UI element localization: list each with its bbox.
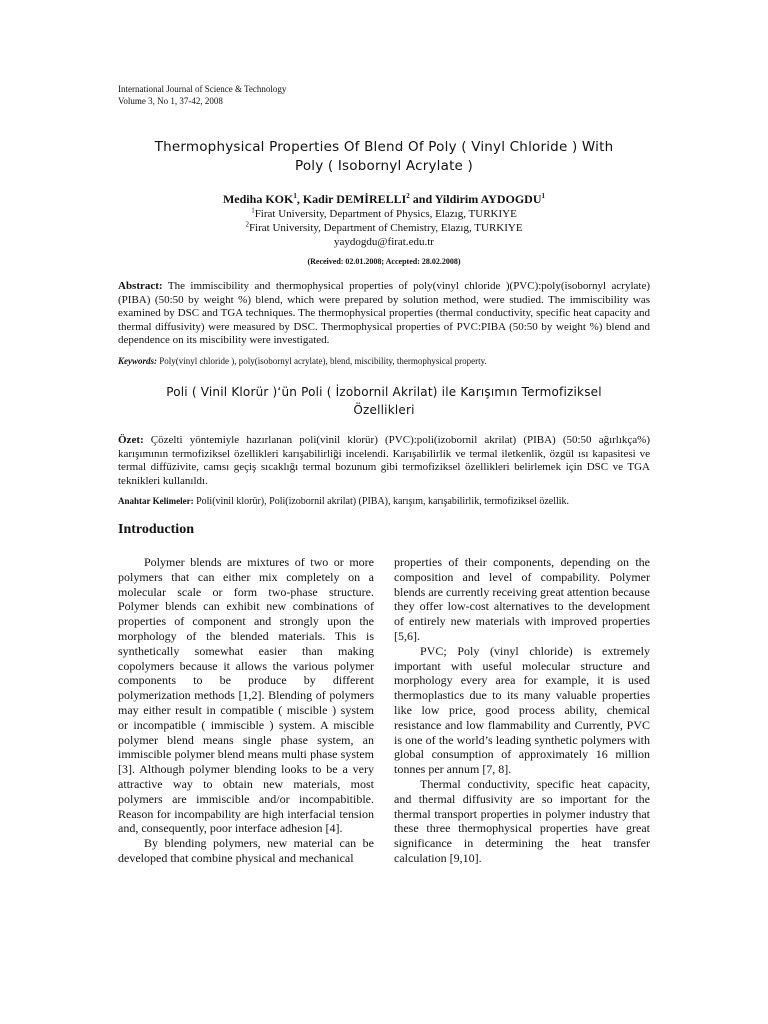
keywords [118, 356, 650, 366]
abstract [118, 280, 650, 348]
paragraph: Thermal conductivity, specific heat capacity, and thermal diffusivity are so important for the thermal transport properties in polymer industry that these three thermophysical properties have great significance in determining the heat transfer calculation [9,10]. [394, 776, 650, 865]
abstract-label: Abstract: [118, 280, 163, 292]
abstract-text: The immiscibility and thermophysical properties of poly(vinyl chloride )(PVC):poly(isobornyl acrylate) (PIBA) (50:50 by weight %) blend, which were prepared by solution method, were studied. The immiscibility was examined by DSC and TGA techniques. The thermophysical properties (thermal conductivity, specific heat capacity and thermal diffusivity) were measured by DSC. Thermophysical properties of PVC:PIBA (50:50 by weight %) blend and dependence on its miscibility were investigated. [118, 280, 650, 346]
affiliation-text: Firat University, Department of Chemistry, Elazıg, TURKIYE [248, 222, 523, 234]
received-dates: (Received: 02.01.2008; Accepted: 28.02.2008) [307, 257, 461, 266]
paragraph: Polymer blends are mixtures of two or more polymers that can either mix completely on a molecular scale or form two-phase structure. Polymer blends can exhibit new combinations of properties of component and strongly upon the morphology of the blended materials. This is synthetically somewhat easier than making copolymers because it allows the various polymer components to be produce by different polymerization methods [1,2]. Blending of polymers may either result in compatible ( miscible ) system or incompatible ( immiscible ) system. A miscible polymer blend means single phase system, an immiscible polymer blend means multi phase system [3]. Although polymer blending looks to be a very attractive way to obtain new materials, most polymers are immiscible and/or incompabitible. Reason for incompability are high interfacial tension and, consequently, poor interface adhesion [4]. [118, 555, 374, 836]
journal-info [118, 83, 286, 107]
turkish-title-line2: Özellikleri [353, 403, 415, 417]
paper-title [100, 138, 668, 176]
affiliation-text: Firat University, Department of Physics, Elazıg, TURKIYE [254, 208, 517, 220]
author-email[interactable]: yaydogdu@firat.edu.tr [334, 236, 434, 248]
turkish-title-line1: Poli ( Vinil Klorür )‘ün Poli ( İzobornil Akrilat) ile Karışımın Termofiziksel [166, 385, 602, 399]
text-column-left [118, 555, 374, 866]
paragraph: properties of their components, depending on the composition and level of compability. Polymer blends are currently receiving great attention because they offer low-cost alternatives to the development of entirely new materials with improved properties [5,6]. [394, 555, 650, 643]
author-list [118, 192, 650, 206]
paper-title-line1: Thermophysical Properties Of Blend Of Poly ( Vinyl Chloride ) With [154, 139, 614, 155]
author-name: Kadir DEMİRELLI [302, 192, 407, 206]
turkish-title [100, 383, 668, 419]
turkish-abstract [118, 434, 650, 488]
text-column-right [394, 555, 650, 866]
ozet-text: Çözelti yöntemiyle hazırlanan poli(vinil klorür) (PVC):poli(izobornil akrilat) (PIBA) (50:50 ağırlıkça%) karışımının termofiziksel özellikleri karışabilirliği incelendi. Karışabilirlik ve termal iletkenlik, özgül ısı kapasitesi ve termal diffüzivite, camsı geçiş sıcaklığı termal bozunum gibi termofiziksel özellikleri belirlemek için DSC ve TGA teknikleri kullanıldı. [118, 434, 650, 487]
anahtar-text: Poli(vinil klorür), Poli(izobornil akrilat) (PIBA), karışım, karışabilirlik, termofiziksel özellik. [193, 496, 570, 507]
author-sup: 2 [406, 192, 410, 200]
section-heading-introduction: Introduction [118, 522, 194, 537]
affiliation-2 [118, 221, 650, 235]
paragraph: By blending polymers, new material can be developed that combine physical and mechanical [118, 836, 374, 865]
author-name: Yildirim AYDOGDU [434, 192, 542, 206]
journal-name: International Journal of Science & Technology [118, 84, 287, 94]
author-sup: 1 [293, 192, 297, 200]
author-separator: , [296, 192, 303, 206]
journal-volume: Volume 3, No 1, 37-42, 2008 [118, 96, 223, 106]
author-sup: 1 [541, 192, 545, 200]
affiliation-sup: 2 [245, 220, 249, 229]
keywords-label: Keywords: [118, 356, 157, 366]
ozet-label: Özet: [118, 434, 144, 446]
anahtar-label: Anahtar Kelimeler: [118, 496, 194, 506]
turkish-keywords [118, 496, 650, 507]
paragraph: PVC; Poly (vinyl chloride) is extremely important with useful molecular structure and morphology every area for example, it is used thermoplastics due to its many valuable properties like low price, good process ability, chemical resistance and low flammability and Currently, PVC is one of the world’s leading synthetic polymers with global consumption of approximately 16 million tonnes per annum [7, 8]. [394, 643, 650, 777]
keywords-text: Poly(vinyl chloride ), poly(isobornyl acrylate), blend, miscibility, thermophysical property. [157, 356, 487, 366]
author-name: Mediha KOK [222, 192, 294, 206]
paper-title-line2: Poly ( Isobornyl Acrylate ) [294, 158, 474, 174]
author-separator: and [409, 192, 435, 206]
affiliation-1 [118, 207, 650, 221]
affiliation-sup: 1 [251, 206, 255, 215]
